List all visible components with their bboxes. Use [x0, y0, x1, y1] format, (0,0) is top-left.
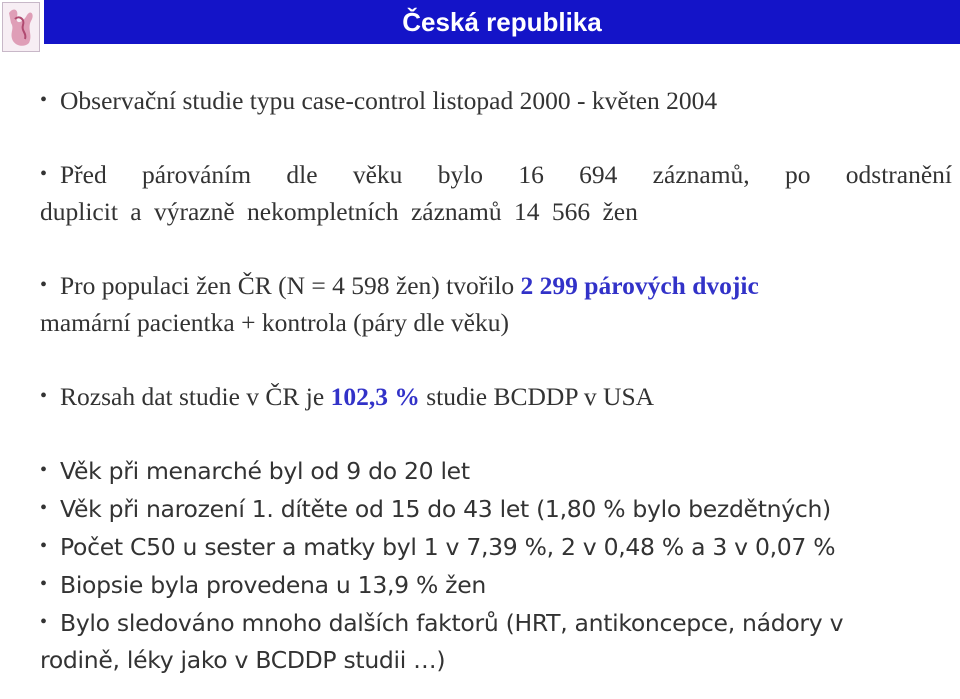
bullet-item [40, 566, 952, 604]
bullet-item [40, 452, 952, 490]
bullet-text: Observační studie typu case-control listopad 2000 - květen 2004 [60, 86, 718, 115]
bullet-text-line: rodině, léky jako v BCDDP studii …) [40, 646, 446, 674]
bullet-dot: • [40, 459, 48, 481]
bullet-item [40, 82, 952, 119]
bullet-item [40, 156, 952, 230]
bullet-item [40, 528, 952, 566]
bullet-dot: • [40, 611, 48, 633]
bullet-dot: • [40, 573, 48, 595]
bullet-dot: • [40, 497, 48, 519]
bullet-text-line: mamární pacientka + kontrola (páry dle věku) [40, 308, 509, 337]
bullet-text-line: • Bylo sledováno mnoho dalších faktorů (HRT, antikoncepce, nádory v [40, 604, 952, 642]
header [0, 0, 960, 44]
bullet-text-line: duplicit a výrazně nekompletních záznamů 14 566 žen [40, 197, 638, 226]
bullet-item [40, 490, 952, 528]
bullet-text: Věk při menarché byl od 9 do 20 let [60, 457, 470, 485]
page-title: Česká republika [402, 7, 602, 37]
highlight-text: 102,3 % [330, 382, 420, 411]
bullet-text: Biopsie byla provedena u 13,9 % žen [60, 571, 486, 599]
bullet-item [40, 267, 952, 341]
logo-icon [2, 2, 40, 52]
bullet-text: Věk při narození 1. dítěte od 15 do 43 let (1,80 % bylo bezdětných) [60, 495, 831, 523]
bullet-dot: • [40, 163, 48, 185]
highlight-text: 2 299 párových dvojic [520, 271, 759, 300]
bullet-dot: • [40, 385, 48, 407]
bullet-text-line: • Před párováním dle věku bylo 16 694 záznamů, po odstranění [40, 156, 952, 193]
bullet-item: • Rozsah dat studie v ČR je 102,3 % studie BCDDP v USA [40, 378, 952, 415]
bullet-text: Počet C50 u sester a matky byl 1 v 7,39 %, 2 v 0,48 % a 3 v 0,07 % [60, 533, 836, 561]
bullet-item [40, 604, 952, 679]
bullet-list [40, 82, 952, 679]
bullet-dot: • [40, 535, 48, 557]
bullet-dot: • [40, 274, 48, 296]
bullet-dot: • [40, 89, 48, 111]
bullet-text-line: • Pro populaci žen ČR (N = 4 598 žen) tvořilo 2 299 párových dvojic [40, 267, 952, 304]
